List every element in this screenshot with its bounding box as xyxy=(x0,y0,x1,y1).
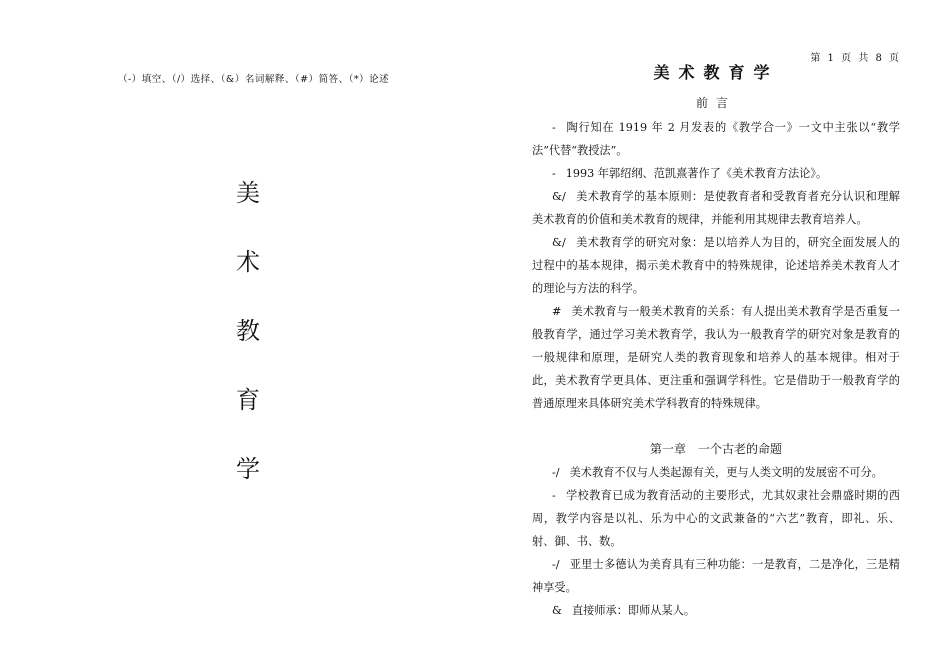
question-marker: - xyxy=(552,121,556,134)
chapter-heading: 第一章 一个古老的命题 xyxy=(649,442,782,456)
page-number: 第 1 页 共 8 页 xyxy=(810,53,901,64)
cover-title-char: 教 xyxy=(236,317,260,345)
preface-paragraph xyxy=(532,116,900,162)
question-type-legend: （-）填空、（/）选择、（&）名词解释、（#）简答、（*）论述 xyxy=(118,74,390,85)
paragraph-text: 直接师承：即师从某人。 xyxy=(571,604,696,617)
document-title: 美术教育学 xyxy=(653,63,779,82)
content-column xyxy=(532,60,900,622)
chapter-paragraph xyxy=(532,484,900,553)
paragraph-text: 1993 年郭绍纲、范凯熹著作了《美术教育方法论》。 xyxy=(565,167,828,180)
cover-title-char: 美 xyxy=(236,179,260,207)
question-marker: -/ xyxy=(552,466,560,479)
question-marker: # xyxy=(552,305,562,318)
question-marker: - xyxy=(552,489,556,502)
question-marker: - xyxy=(552,167,556,180)
paragraph-text: 陶行知在 1919 年 2 月发表的《教学合一》一文中主张以“教学法”代替“教授法”。 xyxy=(532,121,900,157)
chapter-paragraph xyxy=(532,553,900,599)
paragraph-text: 亚里士多德认为美育具有三种功能：一是教育，二是净化，三是精神享受。 xyxy=(532,558,900,594)
preface-paragraph xyxy=(532,162,900,185)
cover-title-char: 育 xyxy=(236,386,260,414)
preface-paragraph xyxy=(532,231,900,300)
paragraph-text: 学校教育已成为教育活动的主要形式，尤其奴隶社会鼎盛时期的西周，教学内容是以礼、乐为中心的文武兼备的“六艺”教育，即礼、乐、射、御、书、数。 xyxy=(532,489,900,548)
paragraph-text: 美术教育学的基本原则：是使教育者和受教育者充分认识和理解美术教育的价值和美术教育的规律，并能利用其规律去教育培养人。 xyxy=(532,190,900,226)
chapter-paragraph xyxy=(532,599,900,622)
question-marker: -/ xyxy=(552,558,560,571)
paragraph-text: 美术教育学的研究对象：是以培养人为目的，研究全面发展人的过程中的基本规律，揭示美术教育中的特殊规律，论述培养美术教育人才的理论与方法的科学。 xyxy=(532,236,900,295)
paragraph-text: 美术教育不仅与人类起源有关，更与人类文明的发展密不可分。 xyxy=(569,466,883,479)
preface-heading: 前言 xyxy=(695,96,736,110)
cover-title xyxy=(236,178,260,523)
paragraph-text: 美术教育与一般美术教育的关系：有人提出美术教育学是否重复一般教育学，通过学习美术教育学，我认为一般教育学的研究对象是教育的一般规律和原理，是研究人类的教育现象和培养人的基本规律。相对于此，美术教育学更具体、更注重和强调学科性。它是借助于一般教育学的普通原理来具体研究美术学科教育的特殊规律。 xyxy=(532,305,900,410)
chapter-paragraph xyxy=(532,461,900,484)
cover-title-char: 学 xyxy=(236,455,260,483)
cover-title-char: 术 xyxy=(236,248,260,276)
question-marker: & xyxy=(552,604,562,617)
preface-paragraph xyxy=(532,185,900,231)
question-marker: &/ xyxy=(552,236,566,249)
preface-paragraph xyxy=(532,300,900,415)
question-marker: &/ xyxy=(552,190,566,203)
